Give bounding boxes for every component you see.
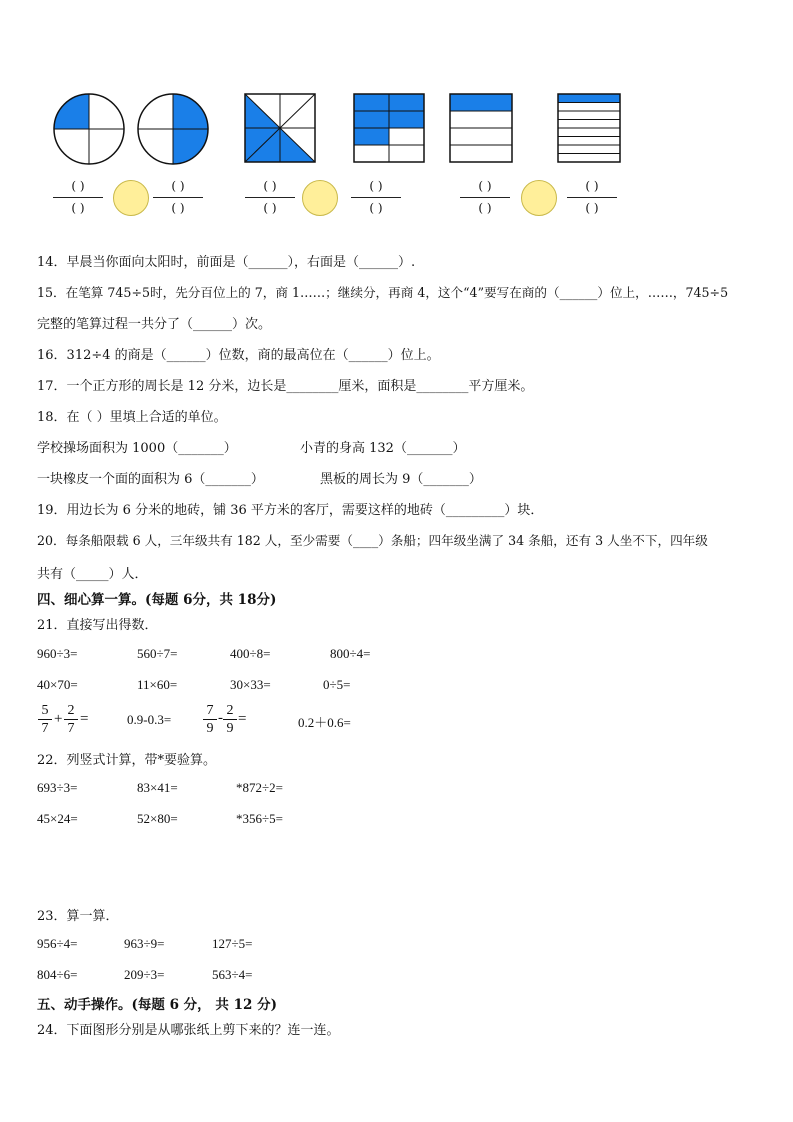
circle-quarter-figure-2	[136, 92, 210, 166]
calc-item: 693÷3=	[37, 780, 78, 795]
question-18-b: 小青的身高 132（_______）	[300, 441, 466, 456]
calc-item: 960÷3=	[37, 646, 78, 661]
fraction-5-7: 5 7	[38, 702, 52, 737]
section-4-header: 四、细心算一算。(每题 6分，共 18分)	[37, 592, 277, 608]
compare-circle[interactable]	[113, 180, 149, 216]
strip-eighths-figure	[556, 92, 622, 164]
calc-item: 800÷4=	[330, 646, 371, 661]
equals-sign: =	[238, 711, 247, 727]
compare-circle[interactable]	[302, 180, 338, 216]
compare-circle[interactable]	[521, 180, 557, 216]
question-23: 23．算一算．	[37, 909, 119, 924]
fraction-blank[interactable]: ( ) ( )	[245, 178, 295, 217]
fraction-2-9: 2 9	[223, 702, 237, 737]
question-19: 19．用边长为 6 分米的地砖，铺 36 平方米的客厅，需要这样的地砖（_________）块．	[37, 503, 544, 518]
operator-minus: -	[218, 710, 223, 726]
fraction-2-7: 2 7	[64, 702, 78, 737]
question-24: 24．下面图形分别是从哪张纸上剪下来的？连一连。	[37, 1023, 340, 1038]
question-14: 14．早晨当你面向太阳时，前面是（______），右面是（______）.	[37, 255, 416, 270]
calc-item: 563÷4=	[212, 967, 253, 982]
question-16: 16．312÷4 的商是（______）位数，商的最高位在（______）位上。	[37, 348, 440, 363]
calc-item: 11×60=	[137, 677, 178, 692]
grid-eighths-figure	[352, 92, 426, 164]
operator-plus: +	[54, 711, 63, 727]
calc-item: 560÷7=	[137, 646, 178, 661]
question-18-c: 一块橡皮一个面的面积为 6（_______）	[37, 472, 264, 487]
question-22: 22．列竖式计算，带*要验算。	[37, 753, 217, 768]
calc-item: 956÷4=	[37, 936, 78, 951]
question-18-d: 黑板的周长为 9（_______）	[320, 472, 482, 487]
question-18-a: 学校操场面积为 1000（_______）	[37, 441, 237, 456]
calc-item: 0.9-0.3=	[127, 712, 172, 727]
calc-item: *872÷2=	[236, 780, 283, 795]
fraction-blank[interactable]: ( ) ( )	[567, 178, 617, 217]
calc-item: 0.2＋0.6=	[298, 715, 351, 730]
calc-item: 127÷5=	[212, 936, 253, 951]
fraction-blank[interactable]: ( ) ( )	[53, 178, 103, 217]
question-15-line-1: 15．在笔算 745÷5时，先分百位上的 7，商 1……；继续分，再商 4，这个“4”要写在商的（______）位上，……，745÷5	[37, 285, 729, 300]
fraction-blank[interactable]: ( ) ( )	[351, 178, 401, 217]
calc-item: *356÷5=	[236, 811, 283, 826]
calc-item: 52×80=	[137, 811, 178, 826]
question-18: 18．在（ ）里填上合适的单位。	[37, 410, 227, 425]
calc-item: 83×41=	[137, 780, 178, 795]
fraction-7-9: 7 9	[203, 702, 217, 737]
question-20-line-1: 20．每条船限载 6 人，三年级共有 182 人，至少需要（____）条船；四年级坐满了 34 条船，还有 3 人坐不下，四年级	[37, 533, 708, 548]
question-20-line-2: 共有（_____）人．	[37, 567, 148, 582]
calc-item: 30×33=	[230, 677, 271, 692]
question-17: 17．一个正方形的周长是 12 分米，边长是________厘米，面积是________平方厘米。	[37, 379, 534, 394]
fraction-blank[interactable]: ( ) ( )	[153, 178, 203, 217]
calc-item: 400÷8=	[230, 646, 271, 661]
calc-item: 40×70=	[37, 677, 78, 692]
square-eighths-figure	[243, 92, 317, 164]
calc-item: 804÷6=	[37, 967, 78, 982]
calc-item: 0÷5=	[323, 677, 351, 692]
fraction-blank[interactable]: ( ) ( )	[460, 178, 510, 217]
calc-item: 963÷9=	[124, 936, 165, 951]
calc-item: 45×24=	[37, 811, 78, 826]
circle-quarter-figure-1	[52, 92, 126, 166]
section-5-header: 五、动手操作。(每题 6 分， 共 12 分)	[37, 997, 277, 1013]
question-21: 21．直接写出得数．	[37, 618, 158, 633]
calc-item: 209÷3=	[124, 967, 165, 982]
strip-quarters-figure	[448, 92, 514, 164]
equals-sign: =	[80, 711, 89, 727]
question-15-line-2: 完整的笔算过程一共分了（______）次。	[37, 317, 272, 332]
